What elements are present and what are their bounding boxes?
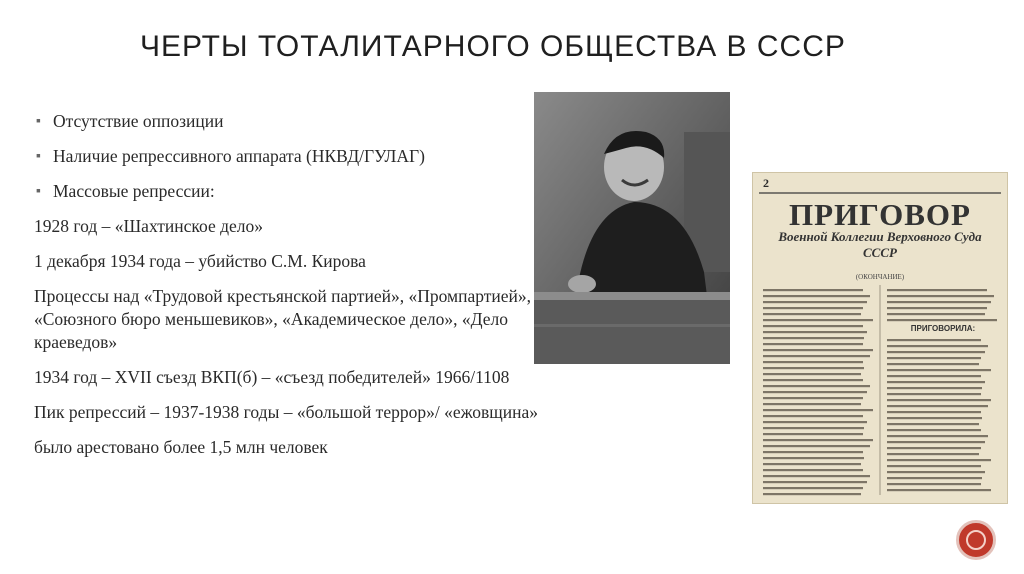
newspaper-headline: ПРИГОВОР [789,197,971,232]
newspaper-clipping [752,172,1008,504]
bullet-text: Наличие репрессивного аппарата (НКВД/ГУЛАГ) [53,146,425,166]
text-line: 1934 год – XVII съезд ВКП(б) – «съезд победителей» 1966/1108 [34,367,510,387]
bullet-item [34,110,554,133]
slide-title: ЧЕРТЫ ТОТАЛИТАРНОГО ОБЩЕСТВА В СССР [140,30,846,63]
newspaper-text-line [763,343,863,345]
bullet-icon: ▪ [36,114,41,129]
page-number: 2 [763,176,769,190]
newspaper-text-line [763,421,867,423]
bullet-icon: ▪ [36,149,41,164]
newspaper-note: (ОКОНЧАНИЕ) [855,273,905,281]
newspaper-text-line [763,481,867,483]
newspaper-text-line [887,453,979,455]
bullet-text: Массовые репрессии: [53,181,215,201]
newspaper-text-line [887,399,991,401]
text-line: Пик репрессий – 1937-1938 годы – «большой террор»/ «ежовщина» [34,402,538,422]
newspaper-text-line [887,289,987,291]
newspaper-text-line [887,429,981,431]
newspaper-text-line [887,351,985,353]
newspaper-text-line [887,369,991,371]
slide-content [34,110,554,471]
newspaper-text-line [763,289,863,291]
newspaper-text-line [887,295,994,297]
newspaper-text-line [887,441,985,443]
newspaper-text-line [887,477,982,479]
newspaper-text-line [763,361,863,363]
bullet-text: Отсутствие оппозиции [53,111,224,131]
newspaper-text-line [887,465,981,467]
newspaper-text-line [887,405,988,407]
newspaper-text-line [763,295,870,297]
newspaper-text-line [887,411,981,413]
newspaper-text-line [763,319,873,321]
newspaper-text-line [763,331,867,333]
newspaper-text-line [763,373,861,375]
newspaper-text-line [763,427,864,429]
newspaper-text-line [763,475,870,477]
newspaper-text-line [763,487,863,489]
text-line: Процессы над «Трудовой крестьянской партией», «Промпартией», «Союзного бюро меньшевиков», «Академическое дело», «Дело краеведов» [34,286,531,352]
bullet-item [34,180,554,203]
newspaper-text-line [887,375,981,377]
newspaper-text-line [887,483,981,485]
text-line: 1928 год – «Шахтинское дело» [34,216,264,236]
newspaper-text-line [763,457,864,459]
newspaper-text-line [887,471,985,473]
newspaper-text-line [763,409,873,411]
newspaper-text-line [887,381,985,383]
historical-photo [534,92,730,364]
newspaper-text-line [763,415,863,417]
newspaper-text-line [763,391,867,393]
newspaper-text-line [763,445,870,447]
newspaper-text-line [887,363,979,365]
newspaper-text-line [763,493,861,495]
newspaper-text-line [763,313,861,315]
newspaper-text-line [763,355,870,357]
newspaper-text-line [763,349,873,351]
newspaper-illustration [753,173,1007,503]
newspaper-text-line [887,339,981,341]
newspaper-text-line [887,447,981,449]
newspaper-text-line [887,459,991,461]
text-line: 1 декабря 1934 года – убийство С.М. Кирова [34,251,366,271]
bullet-item [34,145,554,168]
newspaper-text-line [887,345,988,347]
newspaper-text-line [887,357,981,359]
newspaper-text-line [887,307,987,309]
newspaper-text-line [763,379,863,381]
newspaper-text-line [887,319,997,321]
newspaper-text-line [763,307,863,309]
newspaper-text-line [763,439,873,441]
newspaper-subheadline: Военной Коллегии Верховного Суда СССР [778,229,982,260]
newspaper-text-line [763,325,863,327]
slide-number-badge [956,520,996,560]
photo-illustration [534,92,730,364]
newspaper-text-line [763,385,870,387]
newspaper-text-line [763,451,863,453]
newspaper-text-line [887,301,991,303]
newspaper-text-line [763,463,861,465]
newspaper-text-line [887,417,982,419]
badge-ring [966,530,986,550]
newspaper-text-line [763,337,864,339]
newspaper-text-line [763,469,863,471]
newspaper-text-line [763,403,861,405]
newspaper-text-line [887,489,991,491]
text-line: было арестовано более 1,5 млн человек [34,437,328,457]
newspaper-text-line [763,301,867,303]
newspaper-text-line [887,423,979,425]
newspaper-text-line [887,387,982,389]
bullet-icon: ▪ [36,184,41,199]
newspaper-text-line [763,433,863,435]
newspaper-text-line [763,367,864,369]
newspaper-text-line [887,435,988,437]
newspaper-text-line [887,313,985,315]
newspaper-text-line [887,393,981,395]
newspaper-text-line [763,397,863,399]
newspaper-section: ПРИГОВОРИЛА: [910,324,976,333]
